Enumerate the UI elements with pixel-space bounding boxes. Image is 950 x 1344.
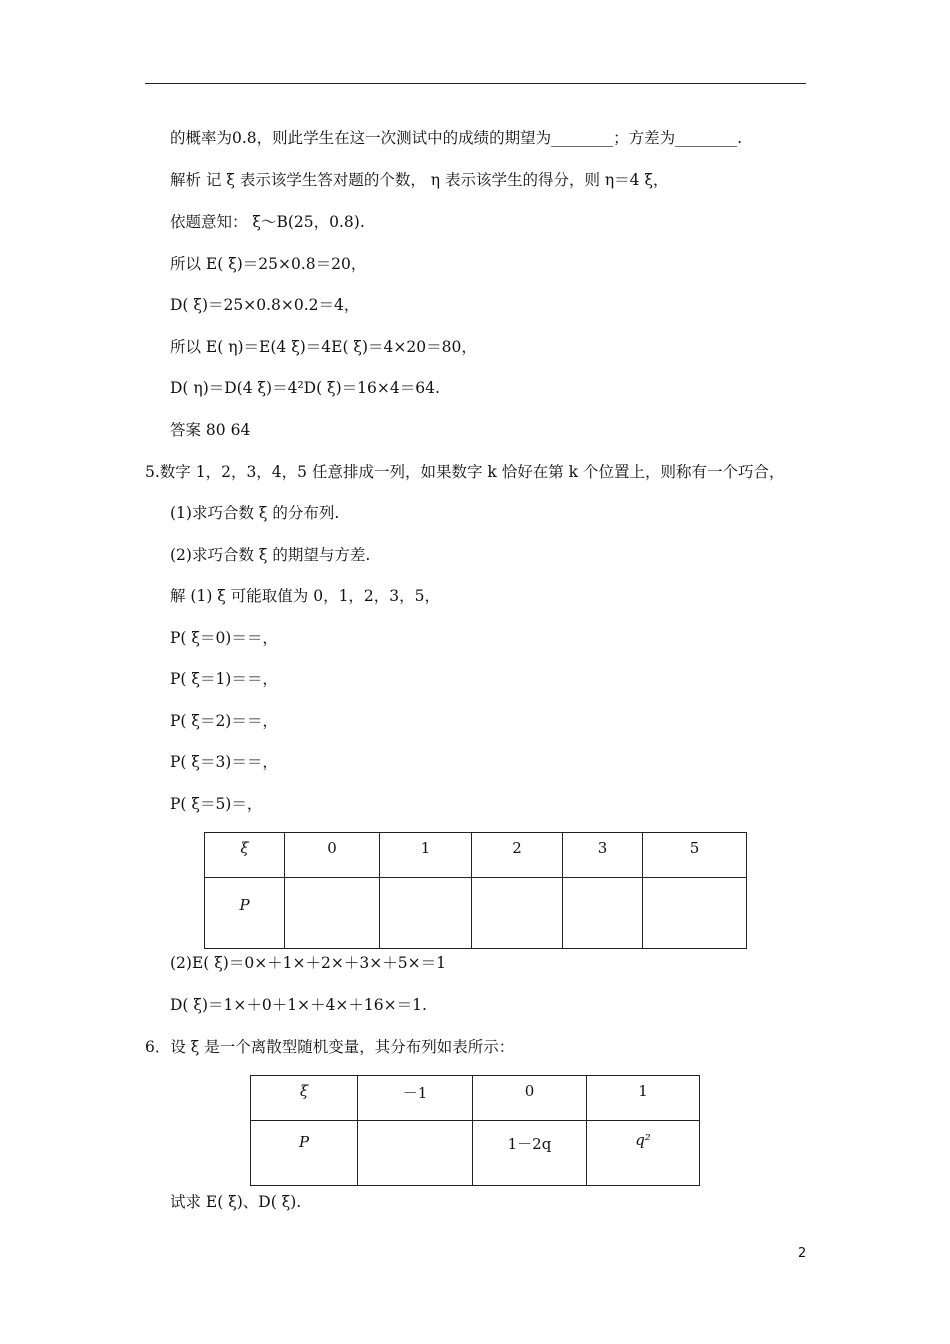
- page-number: 2: [798, 1246, 807, 1261]
- prob-line-3: P( ξ＝3)＝＝，: [170, 753, 278, 771]
- text-line-3: 依题意知： ξ～B(25，0.8).: [170, 213, 365, 231]
- question-5: 5.数字 1，2，3，4，5 任意排成一列，如果数字 k 恰好在第 k 个位置上，则称有一个巧合，: [145, 463, 785, 481]
- table-cell: 3: [563, 833, 643, 878]
- table-cell: [472, 878, 563, 949]
- prob-line-5: P( ξ＝5)＝，: [170, 795, 263, 813]
- header-rule: [145, 83, 806, 84]
- table-cell: 0: [285, 833, 380, 878]
- table-cell: [643, 878, 747, 949]
- expectation-line: (2)E( ξ)＝0×＋1×＋2×＋3×＋5×＝1: [170, 954, 446, 972]
- table-cell: 1－2q: [473, 1121, 587, 1186]
- solution-line-1: 解 (1) ξ 可能取值为 0，1，2，3，5，: [170, 587, 441, 605]
- prob-line-2: P( ξ＝2)＝＝，: [170, 712, 278, 730]
- variance-line: D( ξ)＝1×＋0＋1×＋4×＋16×＝1.: [170, 996, 427, 1014]
- table-header-row: [251, 1076, 700, 1121]
- table-row: [251, 1121, 700, 1186]
- table-row: [205, 878, 747, 949]
- table-header-row: [205, 833, 747, 878]
- text-line-1: 的概率为0.8，则此学生在这一次测试中的成绩的期望为________；方差为________.: [170, 129, 743, 147]
- table-cell: 1: [587, 1076, 700, 1121]
- table-cell: q²: [587, 1121, 700, 1186]
- text-line-4: 所以 E( ξ)＝25×0.8＝20，: [170, 255, 367, 273]
- table-cell: P: [251, 1121, 358, 1186]
- table-cell: [285, 878, 380, 949]
- text-line-6: 所以 E( η)＝E(4 ξ)＝4E( ξ)＝4×20＝80，: [170, 338, 477, 356]
- question-6: 6．设 ξ 是一个离散型随机变量，其分布列如表所示：: [145, 1038, 515, 1056]
- table-cell: ξ: [251, 1076, 358, 1121]
- table-cell: [380, 878, 472, 949]
- prob-line-0: P( ξ＝0)＝＝，: [170, 629, 278, 647]
- question-6-ask: 试求 E( ξ)、D( ξ).: [170, 1193, 302, 1211]
- question-5-part-2: (2)求巧合数 ξ 的期望与方差.: [170, 546, 371, 564]
- table-cell: －1: [358, 1076, 473, 1121]
- table-cell: [563, 878, 643, 949]
- table-cell: [358, 1121, 473, 1186]
- table-cell: 0: [473, 1076, 587, 1121]
- text-line-2: 解析 记 ξ 表示该学生答对题的个数， η 表示该学生的得分，则 η＝4 ξ，: [170, 171, 669, 189]
- table-cell: ξ: [205, 833, 285, 878]
- prob-line-1: P( ξ＝1)＝＝，: [170, 670, 278, 688]
- answer-line: 答案 80 64: [170, 421, 251, 439]
- table-cell: P: [205, 878, 285, 949]
- table-cell: 1: [380, 833, 472, 878]
- table-cell: 5: [643, 833, 747, 878]
- table-cell: 2: [472, 833, 563, 878]
- question-5-part-1: (1)求巧合数 ξ 的分布列.: [170, 504, 340, 522]
- text-line-5: D( ξ)＝25×0.8×0.2＝4，: [170, 296, 360, 314]
- distribution-table-1: [204, 832, 747, 949]
- distribution-table-2: [250, 1075, 700, 1186]
- text-line-7: D( η)＝D(4 ξ)＝4²D( ξ)＝16×4＝64.: [170, 379, 440, 397]
